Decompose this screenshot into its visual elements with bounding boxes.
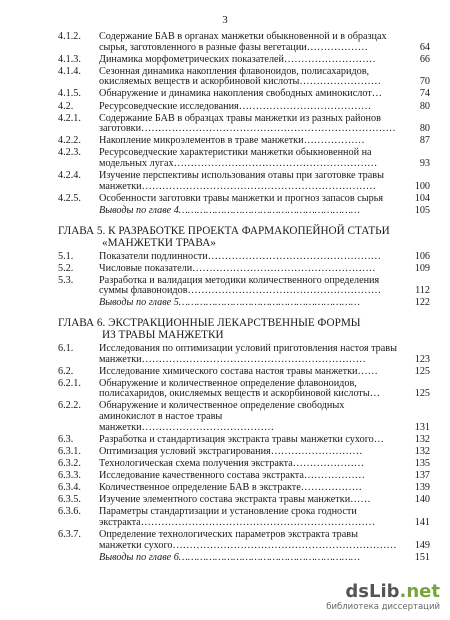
toc-entry-number: 6.2.2. bbox=[58, 400, 81, 412]
toc-entry-page: 135 bbox=[414, 457, 430, 469]
toc-entry-title: Исследование качественного состава экстракта……………… bbox=[99, 470, 365, 481]
toc-entry-number: 6.3.4. bbox=[58, 482, 81, 494]
toc-entry-title: Разработка и стандартизация экстракта травы манжетки сухого… bbox=[99, 433, 384, 445]
toc-entry-title: Сезонная динамика накопления флавоноидов, полисахаридов, окисляемых веществ и аскорбиновой кислоты…………………… bbox=[99, 65, 381, 88]
toc-entry-page: 122 bbox=[414, 297, 430, 309]
toc-entry bbox=[58, 67, 430, 88]
toc-section-chapter-6 bbox=[58, 344, 430, 563]
toc-entry bbox=[58, 206, 430, 217]
toc-entry-number: 4.2. bbox=[58, 100, 74, 112]
toc-entry-number: 4.2.3. bbox=[58, 147, 81, 159]
toc-entry-number: 4.2.2. bbox=[58, 135, 81, 147]
toc-entry bbox=[58, 401, 430, 433]
chapter-5-heading bbox=[58, 225, 430, 249]
dslib-logo bbox=[310, 583, 440, 601]
toc-entry-number: 6.3.7. bbox=[58, 528, 81, 540]
toc-entry-title: Разработка и валидация методики количественного определения суммы флавоноидов………………………………………………… bbox=[99, 274, 382, 297]
toc-entry-page: 109 bbox=[414, 262, 430, 274]
toc-entry-page: 125 bbox=[414, 365, 430, 377]
toc-entry bbox=[58, 367, 430, 378]
dslib-logo-main: dsLib bbox=[345, 581, 400, 602]
chapter-5-title-line2: «МАНЖЕТКИ ТРАВА» bbox=[102, 236, 216, 249]
toc-entry-title: Изучение перспективы использования отавы при заготовке травы манжетки…………………………………………………………… bbox=[99, 170, 384, 192]
toc-entry-page: 151 bbox=[414, 551, 430, 563]
toc-entry-title: Оптимизация условий экстрагирования……………………… bbox=[99, 445, 363, 457]
toc-entry-number: 6.3.3. bbox=[58, 470, 81, 481]
toc-entry-title: Изучение элементного состава экстракта травы манжетки…… bbox=[99, 494, 371, 506]
toc-entry-number: 4.1.3. bbox=[58, 53, 81, 65]
toc-entry-number: 4.2.5. bbox=[58, 192, 81, 204]
toc-entry-title: Определение технологических параметров экстракта травы манжетки сухого………………………………………………………… bbox=[99, 528, 397, 551]
toc-entry bbox=[58, 298, 430, 309]
toc-entry-title: Обнаружение и динамика накопления свободных аминокислот… bbox=[99, 88, 382, 100]
toc-entry bbox=[58, 344, 430, 365]
toc-entry-number: 6.1. bbox=[58, 342, 74, 354]
toc-entry bbox=[58, 89, 430, 100]
toc-entry-title: Ресурсоведческие исследования………………………………… bbox=[99, 100, 372, 112]
toc-entry bbox=[58, 114, 430, 135]
toc-entry-page: 106 bbox=[414, 250, 430, 262]
toc-entry-number: 4.1.4. bbox=[58, 65, 81, 77]
toc-entry-page: 100 bbox=[414, 180, 430, 192]
toc-entry-number: 6.3.5. bbox=[58, 494, 81, 506]
toc-entry-page: 139 bbox=[414, 482, 430, 494]
toc-entry bbox=[58, 379, 430, 400]
toc-entry bbox=[58, 276, 430, 297]
toc-entry-title: Особенности заготовки травы манжетки и прогноз запасов сырья bbox=[99, 192, 384, 204]
toc-entry-page: 132 bbox=[414, 433, 430, 445]
toc-entry-page: 93 bbox=[419, 158, 430, 170]
toc-entry-title: Числовые показатели……………………………………………… bbox=[99, 262, 376, 274]
toc-entry-title: Выводы по главе 4…………………………………………………… bbox=[99, 204, 360, 216]
toc-entry bbox=[58, 447, 430, 458]
toc-entry bbox=[58, 55, 430, 66]
table-of-contents bbox=[58, 32, 430, 565]
toc-entry-title: Исследования по оптимизации условий приготовления настоя травы манжетки………………………………………………………… bbox=[99, 342, 397, 365]
toc-entry-page: 137 bbox=[414, 470, 430, 481]
toc-entry bbox=[58, 194, 430, 205]
toc-entry-title: Выводы по главе 6…………………………………………………… bbox=[99, 551, 360, 563]
toc-entry-title: Обнаружение и количественное определение флавоноидов, полисахаридов, окисляемых веществ и аскорбиновой кислоты… bbox=[99, 377, 380, 400]
dslib-subtitle: библиотека диссертаций bbox=[326, 602, 440, 612]
toc-entry-page: 149 bbox=[414, 539, 430, 551]
toc-entry bbox=[58, 530, 430, 551]
toc-entry-page: 105 bbox=[414, 204, 430, 216]
toc-entry-number: 4.2.1. bbox=[58, 112, 81, 124]
toc-entry-title: Показатели подлинности…………………………………………… bbox=[99, 250, 381, 262]
toc-entry-number: 5.1. bbox=[58, 250, 74, 262]
toc-entry bbox=[58, 507, 430, 528]
toc-entry bbox=[58, 483, 430, 494]
toc-entry-title: Накопление микроэлементов в траве манжетки……………… bbox=[99, 135, 365, 147]
toc-section-chapter-4 bbox=[58, 32, 430, 217]
chapter-5-title-line1: ГЛАВА 5. К РАЗРАБОТКЕ ПРОЕКТА ФАРМАКОПЕЙНОЙ СТАТЬИ bbox=[58, 224, 390, 237]
toc-entry-page: 141 bbox=[414, 516, 430, 528]
toc-entry-page: 74 bbox=[419, 88, 430, 100]
toc-entry bbox=[58, 32, 430, 53]
chapter-6-title-line2: ИЗ ТРАВЫ МАНЖЕТКИ bbox=[102, 328, 224, 341]
toc-entry bbox=[58, 435, 430, 446]
toc-entry-page: 87 bbox=[419, 135, 430, 147]
toc-entry-page: 70 bbox=[419, 76, 430, 88]
toc-entry-number: 4.2.4. bbox=[58, 170, 81, 182]
toc-entry-number: 4.1.2. bbox=[58, 31, 81, 42]
toc-entry-title: Количественное определение БАВ в экстракте……………… bbox=[99, 482, 362, 494]
toc-entry-number: 6.2.1. bbox=[58, 377, 81, 389]
toc-entry bbox=[58, 471, 430, 482]
toc-entry bbox=[58, 459, 430, 470]
toc-entry-title: Выводы по главе 5…………………………………………………… bbox=[99, 297, 360, 309]
toc-entry-title: Динамика морфометрических показателей……………………… bbox=[99, 53, 376, 65]
toc-entry bbox=[58, 102, 430, 113]
chapter-6-title-line1: ГЛАВА 6. ЭКСТРАКЦИОННЫЕ ЛЕКАРСТВЕННЫЕ ФОРМЫ bbox=[58, 316, 361, 329]
toc-entry-number: 6.3.2. bbox=[58, 457, 81, 469]
toc-entry-number: 5.2. bbox=[58, 262, 74, 274]
toc-entry-title: Содержание БАВ в органах манжетки обыкновенной и в образцах сырья, заготовленного в разные фазы вегетации……………… bbox=[99, 31, 387, 53]
toc-entry-title: Ресурсоведческие характеристики манжетки обыкновенной на модельных лугах…………………………………………………… bbox=[99, 147, 378, 170]
toc-entry-page: 80 bbox=[419, 123, 430, 135]
dslib-watermark bbox=[310, 583, 440, 612]
toc-entry-title: Содержание БАВ в образцах травы манжетки из разных районов заготовки………………………………………………………………… bbox=[99, 112, 396, 135]
toc-entry-page: 131 bbox=[414, 421, 430, 433]
toc-entry-number: 4.1.5. bbox=[58, 88, 81, 100]
toc-entry-page: 64 bbox=[419, 41, 430, 53]
toc-entry-page: 125 bbox=[414, 388, 430, 400]
toc-entry-number: 6.3.6. bbox=[58, 506, 81, 518]
toc-entry bbox=[58, 136, 430, 147]
toc-entry-number: 6.3.1. bbox=[58, 445, 81, 457]
toc-entry-title: Обнаружение и количественное определение свободных аминокислот в настое травы манжетки………………………………… bbox=[99, 400, 345, 433]
toc-entry bbox=[58, 553, 430, 564]
toc-entry-page: 112 bbox=[415, 285, 430, 297]
toc-entry-number: 5.3. bbox=[58, 274, 74, 286]
toc-entry-page: 140 bbox=[414, 494, 430, 506]
toc-entry bbox=[58, 264, 430, 275]
toc-entry bbox=[58, 252, 430, 263]
toc-section-chapter-5 bbox=[58, 252, 430, 309]
chapter-6-heading bbox=[58, 317, 430, 341]
toc-entry-page: 80 bbox=[419, 100, 430, 112]
toc-entry-page: 66 bbox=[419, 53, 430, 65]
toc-entry-title: Параметры стандартизации и установление срока годности экстракта…………………………………………………………… bbox=[99, 506, 376, 528]
toc-entry-title: Технологическая схема получения экстракта………………… bbox=[99, 457, 365, 469]
page-number: 3 bbox=[222, 14, 228, 26]
toc-entry-page: 104 bbox=[414, 192, 430, 204]
toc-entry-title: Исследование химического состава настоя травы манжетки…… bbox=[99, 365, 378, 377]
toc-entry-number: 6.2. bbox=[58, 365, 74, 377]
toc-entry bbox=[58, 171, 430, 192]
toc-entry-page: 132 bbox=[414, 445, 430, 457]
toc-entry-number: 6.3. bbox=[58, 433, 74, 445]
toc-entry bbox=[58, 495, 430, 506]
toc-entry bbox=[58, 148, 430, 169]
toc-entry-page: 123 bbox=[414, 353, 430, 365]
dslib-logo-accent: .net bbox=[399, 581, 440, 602]
